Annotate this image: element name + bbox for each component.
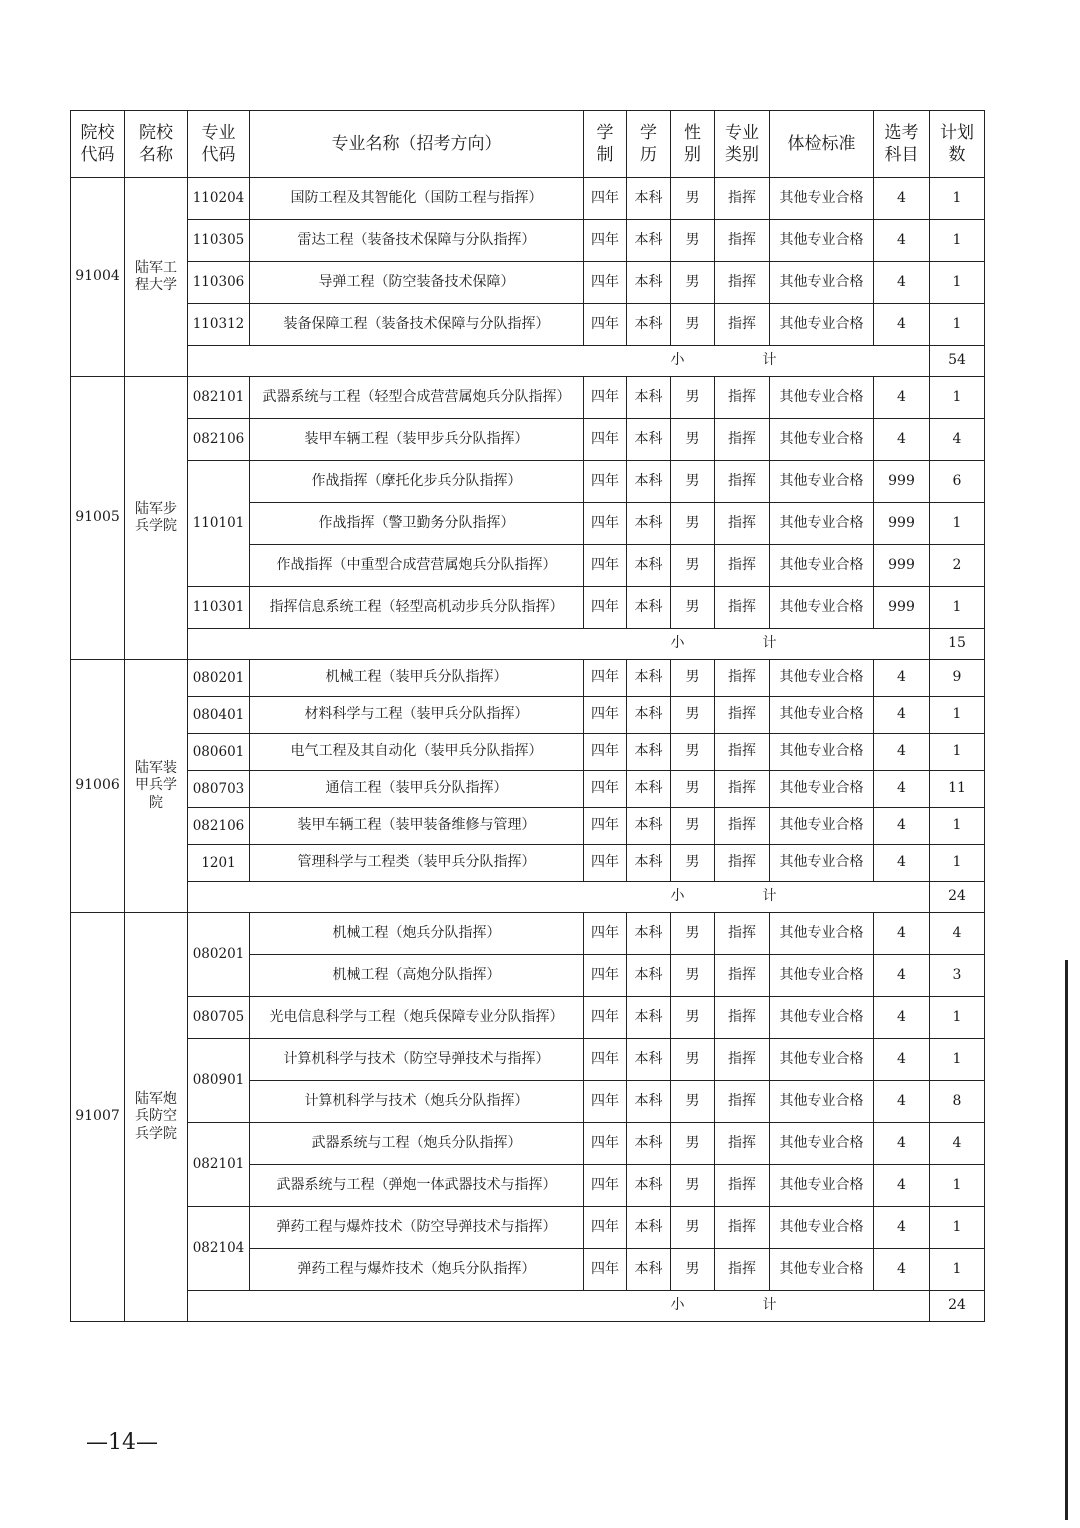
elective-subjects-cell: 4 [874, 1165, 930, 1207]
major-name-cell: 弹药工程与爆炸技术（防空导弹技术与指挥） [250, 1207, 584, 1249]
subtotal-label-cell [188, 346, 930, 377]
plan-count-cell: 1 [930, 1165, 985, 1207]
exam-standard-cell: 其他专业合格 [770, 1039, 874, 1081]
years-cell: 四年 [584, 697, 627, 734]
table-row [71, 997, 985, 1039]
table-row [71, 304, 985, 346]
major-type-cell: 指挥 [715, 808, 770, 845]
sex-cell: 男 [671, 955, 715, 997]
major-type-cell: 指挥 [715, 1249, 770, 1291]
table-row [71, 808, 985, 845]
years-cell: 四年 [584, 1081, 627, 1123]
major-type-cell: 指挥 [715, 1123, 770, 1165]
subtotal-label-cell [188, 882, 930, 913]
subtotal-label-small: 小 [670, 1297, 685, 1314]
sex-cell: 男 [671, 845, 715, 882]
sex-cell: 男 [671, 503, 715, 545]
plan-count-cell: 1 [930, 377, 985, 419]
major-type-cell: 指挥 [715, 1207, 770, 1249]
school-name-cell: 陆军炮 兵防空 兵学院 [125, 913, 188, 1322]
exam-standard-cell: 其他专业合格 [770, 419, 874, 461]
plan-count-cell: 1 [930, 220, 985, 262]
sex-cell: 男 [671, 808, 715, 845]
major-code-cell: 080201 [188, 913, 250, 997]
exam-standard-cell: 其他专业合格 [770, 697, 874, 734]
elective-subjects-cell: 4 [874, 1249, 930, 1291]
elective-subjects-cell: 4 [874, 660, 930, 697]
subtotal-label-total: 计 [762, 1297, 777, 1314]
plan-count-cell: 1 [930, 304, 985, 346]
major-code-cell: 082106 [188, 419, 250, 461]
table-body [71, 178, 985, 1322]
exam-standard-cell: 其他专业合格 [770, 734, 874, 771]
elective-subjects-cell: 4 [874, 955, 930, 997]
major-code-cell: 080201 [188, 660, 250, 697]
sex-cell: 男 [671, 1207, 715, 1249]
table-row [71, 262, 985, 304]
plan-count-cell: 1 [930, 262, 985, 304]
exam-standard-cell: 其他专业合格 [770, 660, 874, 697]
plan-count-cell: 1 [930, 178, 985, 220]
header-school-code: 院校 代码 [71, 111, 125, 178]
sex-cell: 男 [671, 461, 715, 503]
major-code-cell: 080705 [188, 997, 250, 1039]
education-cell: 本科 [627, 771, 671, 808]
plan-count-cell: 3 [930, 955, 985, 997]
major-code-cell: 080901 [188, 1039, 250, 1123]
header-school-name: 院校 名称 [125, 111, 188, 178]
education-cell: 本科 [627, 913, 671, 955]
major-name-cell: 通信工程（装甲兵分队指挥） [250, 771, 584, 808]
years-cell: 四年 [584, 461, 627, 503]
elective-subjects-cell: 4 [874, 1039, 930, 1081]
elective-subjects-cell: 4 [874, 220, 930, 262]
major-name-cell: 机械工程（炮兵分队指挥） [250, 913, 584, 955]
major-code-cell: 110306 [188, 262, 250, 304]
elective-subjects-cell: 4 [874, 845, 930, 882]
major-type-cell: 指挥 [715, 545, 770, 587]
sex-cell: 男 [671, 771, 715, 808]
major-type-cell: 指挥 [715, 377, 770, 419]
table-row [71, 697, 985, 734]
school-code-cell: 91007 [71, 913, 125, 1322]
years-cell: 四年 [584, 377, 627, 419]
education-cell: 本科 [627, 660, 671, 697]
plan-count-cell: 1 [930, 503, 985, 545]
elective-subjects-cell: 4 [874, 304, 930, 346]
education-cell: 本科 [627, 461, 671, 503]
table-row [71, 1039, 985, 1081]
elective-subjects-cell: 4 [874, 178, 930, 220]
years-cell: 四年 [584, 1039, 627, 1081]
school-name-cell: 陆军工 程大学 [125, 178, 188, 377]
education-cell: 本科 [627, 1039, 671, 1081]
major-type-cell: 指挥 [715, 220, 770, 262]
education-cell: 本科 [627, 304, 671, 346]
elective-subjects-cell: 4 [874, 1207, 930, 1249]
elective-subjects-cell: 4 [874, 808, 930, 845]
years-cell: 四年 [584, 734, 627, 771]
exam-standard-cell: 其他专业合格 [770, 1123, 874, 1165]
subtotal-value-cell: 15 [930, 629, 985, 660]
major-code-cell: 082101 [188, 1123, 250, 1207]
header-exam-standard: 体检标准 [770, 111, 874, 178]
subtotal-row [71, 629, 985, 660]
years-cell: 四年 [584, 503, 627, 545]
years-cell: 四年 [584, 178, 627, 220]
elective-subjects-cell: 4 [874, 262, 930, 304]
elective-subjects-cell: 999 [874, 545, 930, 587]
major-name-cell: 作战指挥（中重型合成营营属炮兵分队指挥） [250, 545, 584, 587]
years-cell: 四年 [584, 1207, 627, 1249]
education-cell: 本科 [627, 734, 671, 771]
elective-subjects-cell: 999 [874, 461, 930, 503]
plan-count-cell: 4 [930, 419, 985, 461]
major-name-cell: 计算机科学与技术（防空导弹技术与指挥） [250, 1039, 584, 1081]
major-code-cell: 082104 [188, 1207, 250, 1291]
major-type-cell: 指挥 [715, 1081, 770, 1123]
education-cell: 本科 [627, 503, 671, 545]
major-code-cell: 110312 [188, 304, 250, 346]
plan-count-cell: 1 [930, 845, 985, 882]
major-name-cell: 机械工程（高炮分队指挥） [250, 955, 584, 997]
major-type-cell: 指挥 [715, 997, 770, 1039]
education-cell: 本科 [627, 262, 671, 304]
major-type-cell: 指挥 [715, 955, 770, 997]
plan-count-cell: 4 [930, 1123, 985, 1165]
major-name-cell: 装甲车辆工程（装甲步兵分队指挥） [250, 419, 584, 461]
years-cell: 四年 [584, 955, 627, 997]
sex-cell: 男 [671, 587, 715, 629]
years-cell: 四年 [584, 419, 627, 461]
major-type-cell: 指挥 [715, 178, 770, 220]
elective-subjects-cell: 4 [874, 734, 930, 771]
major-name-cell: 计算机科学与技术（炮兵分队指挥） [250, 1081, 584, 1123]
elective-subjects-cell: 4 [874, 377, 930, 419]
plan-count-cell: 1 [930, 697, 985, 734]
major-code-cell: 080601 [188, 734, 250, 771]
exam-standard-cell: 其他专业合格 [770, 1207, 874, 1249]
education-cell: 本科 [627, 220, 671, 262]
plan-count-cell: 1 [930, 997, 985, 1039]
page-edge-shadow [1065, 960, 1068, 1520]
major-code-cell: 080401 [188, 697, 250, 734]
major-type-cell: 指挥 [715, 913, 770, 955]
subtotal-label-small: 小 [670, 352, 685, 369]
plan-count-cell: 1 [930, 1249, 985, 1291]
exam-standard-cell: 其他专业合格 [770, 1165, 874, 1207]
enrollment-plan-table [70, 110, 985, 1322]
major-name-cell: 武器系统与工程（轻型合成营营属炮兵分队指挥） [250, 377, 584, 419]
sex-cell: 男 [671, 545, 715, 587]
years-cell: 四年 [584, 1123, 627, 1165]
exam-standard-cell: 其他专业合格 [770, 262, 874, 304]
exam-standard-cell: 其他专业合格 [770, 1249, 874, 1291]
education-cell: 本科 [627, 1165, 671, 1207]
plan-count-cell: 8 [930, 1081, 985, 1123]
table-row [71, 660, 985, 697]
years-cell: 四年 [584, 808, 627, 845]
major-type-cell: 指挥 [715, 419, 770, 461]
major-code-cell: 110301 [188, 587, 250, 629]
elective-subjects-cell: 4 [874, 913, 930, 955]
major-name-cell: 装甲车辆工程（装甲装备维修与管理） [250, 808, 584, 845]
subtotal-row [71, 1291, 985, 1322]
sex-cell: 男 [671, 1165, 715, 1207]
subtotal-label-cell [188, 629, 930, 660]
sex-cell: 男 [671, 419, 715, 461]
exam-standard-cell: 其他专业合格 [770, 808, 874, 845]
major-name-cell: 电气工程及其自动化（装甲兵分队指挥） [250, 734, 584, 771]
years-cell: 四年 [584, 545, 627, 587]
elective-subjects-cell: 4 [874, 1081, 930, 1123]
subtotal-label-total: 计 [762, 352, 777, 369]
major-name-cell: 武器系统与工程（弹炮一体武器技术与指挥） [250, 1165, 584, 1207]
years-cell: 四年 [584, 913, 627, 955]
major-code-cell: 082106 [188, 808, 250, 845]
education-cell: 本科 [627, 419, 671, 461]
major-type-cell: 指挥 [715, 1039, 770, 1081]
education-cell: 本科 [627, 1249, 671, 1291]
education-cell: 本科 [627, 955, 671, 997]
table-row [71, 1123, 985, 1165]
major-name-cell: 光电信息科学与工程（炮兵保障专业分队指挥） [250, 997, 584, 1039]
years-cell: 四年 [584, 1249, 627, 1291]
table-row [71, 377, 985, 419]
major-name-cell: 导弹工程（防空装备技术保障） [250, 262, 584, 304]
major-code-cell: 110204 [188, 178, 250, 220]
major-type-cell: 指挥 [715, 587, 770, 629]
major-code-cell: 082101 [188, 377, 250, 419]
subtotal-label-small: 小 [670, 888, 685, 905]
subtotal-value-cell: 24 [930, 1291, 985, 1322]
exam-standard-cell: 其他专业合格 [770, 545, 874, 587]
table-row [71, 461, 985, 503]
table-row [71, 178, 985, 220]
years-cell: 四年 [584, 304, 627, 346]
table-row [71, 220, 985, 262]
school-name-cell: 陆军装 甲兵学 院 [125, 660, 188, 913]
subtotal-label-small: 小 [670, 635, 685, 652]
table-row [71, 1207, 985, 1249]
major-name-cell: 国防工程及其智能化（国防工程与指挥） [250, 178, 584, 220]
school-code-cell: 91005 [71, 377, 125, 660]
major-code-cell: 110101 [188, 461, 250, 587]
major-name-cell: 雷达工程（装备技术保障与分队指挥） [250, 220, 584, 262]
years-cell: 四年 [584, 587, 627, 629]
sex-cell: 男 [671, 1249, 715, 1291]
subtotal-label-total: 计 [762, 888, 777, 905]
exam-standard-cell: 其他专业合格 [770, 955, 874, 997]
exam-standard-cell: 其他专业合格 [770, 304, 874, 346]
education-cell: 本科 [627, 1207, 671, 1249]
education-cell: 本科 [627, 697, 671, 734]
sex-cell: 男 [671, 377, 715, 419]
education-cell: 本科 [627, 997, 671, 1039]
subtotal-row [71, 882, 985, 913]
major-name-cell: 材料科学与工程（装甲兵分队指挥） [250, 697, 584, 734]
elective-subjects-cell: 4 [874, 997, 930, 1039]
header-education: 学 历 [627, 111, 671, 178]
major-type-cell: 指挥 [715, 1165, 770, 1207]
exam-standard-cell: 其他专业合格 [770, 913, 874, 955]
table-row [71, 771, 985, 808]
major-name-cell: 弹药工程与爆炸技术（炮兵分队指挥） [250, 1249, 584, 1291]
header-sex: 性 别 [671, 111, 715, 178]
years-cell: 四年 [584, 262, 627, 304]
header-major-name: 专业名称（招考方向） [250, 111, 584, 178]
exam-standard-cell: 其他专业合格 [770, 220, 874, 262]
education-cell: 本科 [627, 845, 671, 882]
education-cell: 本科 [627, 377, 671, 419]
years-cell: 四年 [584, 1165, 627, 1207]
school-name-cell: 陆军步 兵学院 [125, 377, 188, 660]
plan-count-cell: 2 [930, 545, 985, 587]
major-code-cell: 110305 [188, 220, 250, 262]
sex-cell: 男 [671, 734, 715, 771]
years-cell: 四年 [584, 997, 627, 1039]
years-cell: 四年 [584, 660, 627, 697]
major-type-cell: 指挥 [715, 660, 770, 697]
header-years: 学 制 [584, 111, 627, 178]
years-cell: 四年 [584, 845, 627, 882]
plan-count-cell: 4 [930, 913, 985, 955]
exam-standard-cell: 其他专业合格 [770, 771, 874, 808]
education-cell: 本科 [627, 1081, 671, 1123]
table-row [71, 587, 985, 629]
plan-count-cell: 1 [930, 1207, 985, 1249]
table-row [71, 913, 985, 955]
plan-count-cell: 1 [930, 808, 985, 845]
elective-subjects-cell: 999 [874, 587, 930, 629]
major-name-cell: 管理科学与工程类（装甲兵分队指挥） [250, 845, 584, 882]
years-cell: 四年 [584, 220, 627, 262]
sex-cell: 男 [671, 178, 715, 220]
education-cell: 本科 [627, 1123, 671, 1165]
elective-subjects-cell: 4 [874, 419, 930, 461]
sex-cell: 男 [671, 697, 715, 734]
plan-count-cell: 11 [930, 771, 985, 808]
elective-subjects-cell: 4 [874, 697, 930, 734]
exam-standard-cell: 其他专业合格 [770, 461, 874, 503]
header-major-code: 专业 代码 [188, 111, 250, 178]
sex-cell: 男 [671, 1081, 715, 1123]
education-cell: 本科 [627, 545, 671, 587]
elective-subjects-cell: 999 [874, 503, 930, 545]
exam-standard-cell: 其他专业合格 [770, 997, 874, 1039]
sex-cell: 男 [671, 1123, 715, 1165]
table-row [71, 845, 985, 882]
sex-cell: 男 [671, 997, 715, 1039]
header-plan-count: 计划 数 [930, 111, 985, 178]
header-row [71, 111, 985, 178]
subtotal-row [71, 346, 985, 377]
plan-count-cell: 1 [930, 1039, 985, 1081]
page-number: —14— [86, 1430, 158, 1455]
major-name-cell: 机械工程（装甲兵分队指挥） [250, 660, 584, 697]
exam-standard-cell: 其他专业合格 [770, 377, 874, 419]
exam-standard-cell: 其他专业合格 [770, 503, 874, 545]
sex-cell: 男 [671, 262, 715, 304]
sex-cell: 男 [671, 304, 715, 346]
major-type-cell: 指挥 [715, 304, 770, 346]
major-name-cell: 指挥信息系统工程（轻型高机动步兵分队指挥） [250, 587, 584, 629]
major-code-cell: 1201 [188, 845, 250, 882]
plan-count-cell: 9 [930, 660, 985, 697]
plan-count-cell: 1 [930, 587, 985, 629]
major-type-cell: 指挥 [715, 697, 770, 734]
subtotal-value-cell: 54 [930, 346, 985, 377]
school-code-cell: 91004 [71, 178, 125, 377]
years-cell: 四年 [584, 771, 627, 808]
table-row [71, 419, 985, 461]
major-name-cell: 装备保障工程（装备技术保障与分队指挥） [250, 304, 584, 346]
major-name-cell: 作战指挥（警卫勤务分队指挥） [250, 503, 584, 545]
major-name-cell: 武器系统与工程（炮兵分队指挥） [250, 1123, 584, 1165]
major-code-cell: 080703 [188, 771, 250, 808]
plan-count-cell: 1 [930, 734, 985, 771]
major-type-cell: 指挥 [715, 461, 770, 503]
sex-cell: 男 [671, 913, 715, 955]
exam-standard-cell: 其他专业合格 [770, 178, 874, 220]
header-elective-subjects: 选考 科目 [874, 111, 930, 178]
header-major-type: 专业 类别 [715, 111, 770, 178]
plan-count-cell: 6 [930, 461, 985, 503]
sex-cell: 男 [671, 660, 715, 697]
major-type-cell: 指挥 [715, 262, 770, 304]
exam-standard-cell: 其他专业合格 [770, 587, 874, 629]
elective-subjects-cell: 4 [874, 771, 930, 808]
school-code-cell: 91006 [71, 660, 125, 913]
education-cell: 本科 [627, 178, 671, 220]
exam-standard-cell: 其他专业合格 [770, 1081, 874, 1123]
education-cell: 本科 [627, 808, 671, 845]
sex-cell: 男 [671, 1039, 715, 1081]
subtotal-label-cell [188, 1291, 930, 1322]
subtotal-label-total: 计 [762, 635, 777, 652]
education-cell: 本科 [627, 587, 671, 629]
major-type-cell: 指挥 [715, 845, 770, 882]
subtotal-value-cell: 24 [930, 882, 985, 913]
major-name-cell: 作战指挥（摩托化步兵分队指挥） [250, 461, 584, 503]
major-type-cell: 指挥 [715, 771, 770, 808]
exam-standard-cell: 其他专业合格 [770, 845, 874, 882]
major-type-cell: 指挥 [715, 734, 770, 771]
table-row [71, 734, 985, 771]
major-type-cell: 指挥 [715, 503, 770, 545]
sex-cell: 男 [671, 220, 715, 262]
elective-subjects-cell: 4 [874, 1123, 930, 1165]
